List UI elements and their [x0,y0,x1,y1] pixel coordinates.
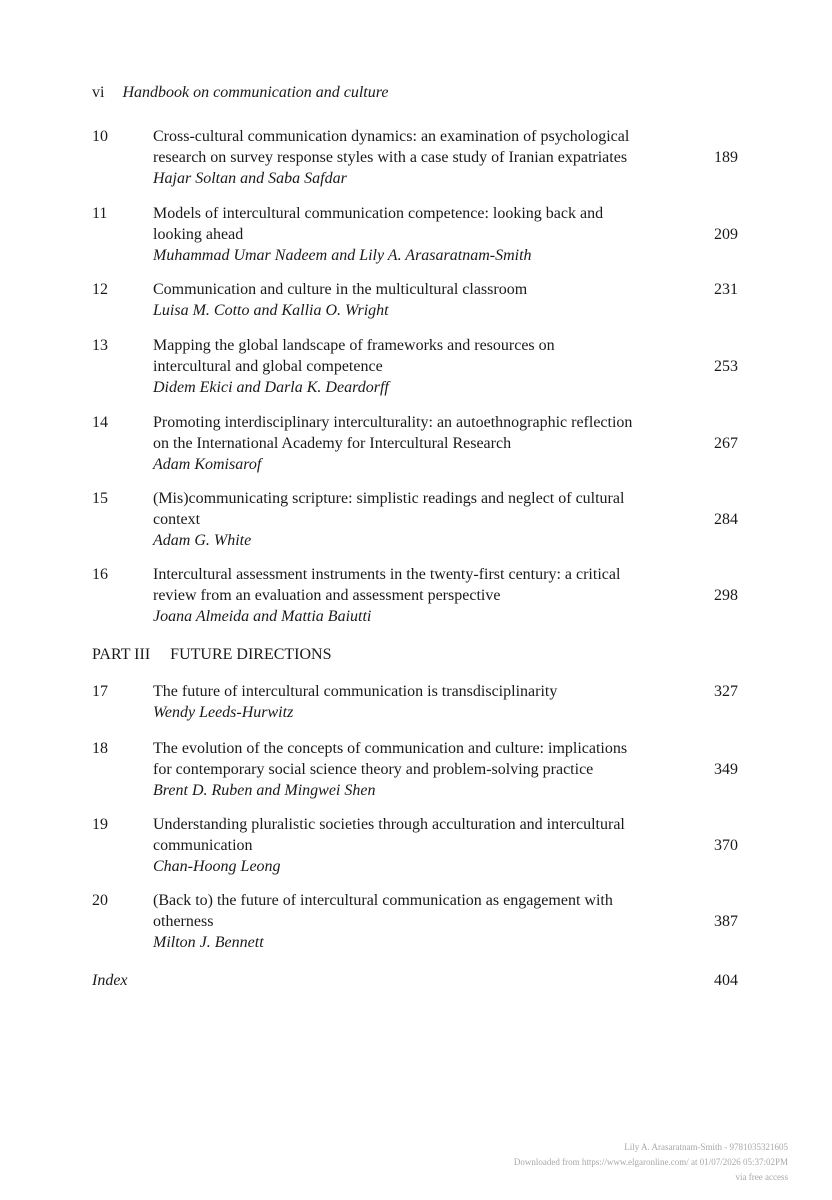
chapter-authors: Wendy Leeds-Hurwitz [153,704,294,721]
chapter-authors: Adam G. White [153,532,252,549]
index-page-number: 404 [714,972,738,989]
chapter-title-line: (Mis)communicating scripture: simplistic readings and neglect of cultural [153,490,625,507]
part-title: FUTURE DIRECTIONS [170,646,332,663]
chapter-authors: Joana Almeida and Mattia Baiutti [153,608,372,625]
chapter-authors: Chan-Hoong Leong [153,858,281,875]
footer-line: Downloaded from https://www.elgaronline.com/ at 01/07/2026 05:37:02PM [513,1157,788,1167]
chapter-number: 15 [92,490,108,507]
chapter-page-number: 253 [714,358,738,375]
chapter-body [153,488,693,551]
chapter-number: 17 [92,683,108,700]
chapter-title-line: context [153,511,201,528]
chapter-title-line: The evolution of the concepts of communication and culture: implications [153,740,628,757]
chapter-number: 20 [92,892,108,909]
chapter-page-number: 267 [714,435,738,452]
chapter-page-number: 298 [714,587,738,604]
chapter-number: 10 [92,128,108,145]
footer-line: via free access [735,1172,788,1182]
book-title: Handbook on communication and culture [122,84,389,101]
chapter-body [153,814,693,877]
chapter-title-line: Communication and culture in the multicultural classroom [153,281,528,298]
index-entry[interactable] [92,972,738,990]
chapter-page-number: 327 [714,683,738,700]
chapter-authors: Muhammad Umar Nadeem and Lily A. Arasaratnam-Smith [153,247,532,264]
chapter-title-line: Intercultural assessment instruments in the twenty-first century: a critical [153,566,621,583]
chapter-title-line: intercultural and global competence [153,358,383,375]
chapter-authors: Hajar Soltan and Saba Safdar [153,170,347,187]
chapter-authors: Adam Komisarof [153,456,262,473]
chapter-body [153,203,693,266]
chapter-authors: Didem Ekici and Darla K. Deardorff [153,379,389,396]
chapter-page-number: 349 [714,761,738,778]
chapter-page-number: 209 [714,226,738,243]
chapter-number: 12 [92,281,108,298]
chapter-page-number: 284 [714,511,738,528]
chapter-title-line: otherness [153,913,214,930]
chapter-body [153,564,693,627]
chapter-title-line: (Back to) the future of intercultural communication as engagement with [153,892,613,909]
chapter-body [153,890,693,953]
chapter-body [153,335,693,398]
chapter-body [153,126,693,189]
chapter-title-line: Mapping the global landscape of frameworks and resources on [153,337,555,354]
part-label: PART III [92,646,151,663]
chapter-title-line: research on survey response styles with a case study of Iranian expatriates [153,149,628,166]
chapter-title-line: looking ahead [153,226,244,243]
chapter-page-number: 370 [714,837,738,854]
chapter-title-line: review from an evaluation and assessment perspective [153,587,501,604]
chapter-page-number: 387 [714,913,738,930]
chapter-title-line: communication [153,837,253,854]
chapter-authors: Luisa M. Cotto and Kallia O. Wright [153,302,389,319]
part-heading [92,646,332,664]
chapter-authors: Brent D. Ruben and Mingwei Shen [153,782,376,799]
chapter-title-line: Cross-cultural communication dynamics: an examination of psychological [153,128,630,145]
running-header [92,84,388,102]
chapter-number: 14 [92,414,108,431]
chapter-title-line: for contemporary social science theory and problem-solving practice [153,761,594,778]
download-footer [514,1140,788,1185]
chapter-number: 16 [92,566,108,583]
chapter-body [153,412,693,475]
chapter-title-line: Promoting interdisciplinary interculturality: an autoethnographic reflection [153,414,633,431]
index-label: Index [92,972,128,989]
chapter-title-line: Models of intercultural communication competence: looking back and [153,205,604,222]
chapter-page-number: 189 [714,149,738,166]
chapter-body [153,681,693,723]
chapter-title-line: Understanding pluralistic societies through acculturation and intercultural [153,816,625,833]
chapter-body [153,738,693,801]
page-number: vi [92,84,105,101]
chapter-number: 19 [92,816,108,833]
chapter-authors: Milton J. Bennett [153,934,264,951]
chapter-page-number: 231 [714,281,738,298]
chapter-body [153,279,693,321]
chapter-number: 13 [92,337,108,354]
chapter-title-line: on the International Academy for Intercultural Research [153,435,512,452]
chapter-title-line: The future of intercultural communication is transdisciplinarity [153,683,558,700]
footer-line: Lily A. Arasaratnam-Smith - 9781035321605 [624,1142,788,1152]
chapter-number: 18 [92,740,108,757]
chapter-number: 11 [92,205,108,222]
